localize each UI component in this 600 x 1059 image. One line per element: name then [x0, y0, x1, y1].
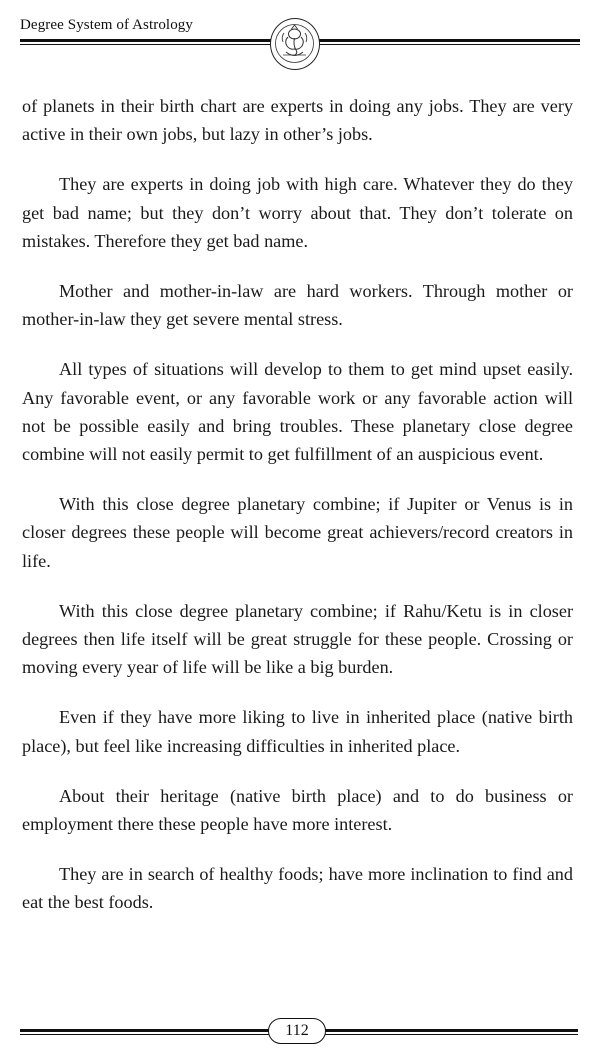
paragraph: With this close degree planetary combine; if Rahu/Ketu is in closer degrees then life itself will be great struggle for these people. Crossing or moving every year of life will be like a big burden. [22, 600, 573, 678]
footer-rule-left-thin [20, 1034, 270, 1035]
footer-rule-right-thin [324, 1034, 578, 1035]
page-body [22, 92, 573, 939]
paragraph: All types of situations will develop to them to get mind upset easily. Any favorable event, or any favorable work or any favorable action will not be possible easily and bring troubles. These planetary close degree combine will not easily permit to get fulfillment of an auspicious event. [22, 359, 573, 465]
paragraph: About their heritage (native birth place) and to do business or employment there these people have more interest. [22, 785, 573, 835]
paragraph: They are in search of healthy foods; have more inclination to find and eat the best foods. [22, 864, 573, 913]
page-header [0, 0, 600, 80]
page-footer [0, 1010, 600, 1050]
page-number: 112 [268, 1018, 326, 1044]
ganesha-emblem-icon [270, 18, 320, 70]
paragraph: They are experts in doing job with high care. Whatever they do they get bad name; but they don’t worry about that. They don’t tolerate on mistakes. Therefore they get bad name. [22, 174, 573, 251]
paragraph: Mother and mother-in-law are hard workers. Through mother or mother-in-law they get severe mental stress. [22, 281, 573, 330]
paragraph: Even if they have more liking to live in inherited place (native birth place), but feel like increasing difficulties in inherited place. [22, 707, 573, 756]
paragraph: With this close degree planetary combine; if Jupiter or Venus is in closer degrees these people will become great achievers/record creators in life. [22, 494, 573, 571]
footer-rule-left [20, 1029, 270, 1032]
footer-rule-right [324, 1029, 578, 1032]
book-title: Degree System of Astrology [20, 17, 193, 33]
paragraph: of planets in their birth chart are experts in doing any jobs. They are very active in their own jobs, but lazy in other’s jobs. [22, 96, 573, 145]
